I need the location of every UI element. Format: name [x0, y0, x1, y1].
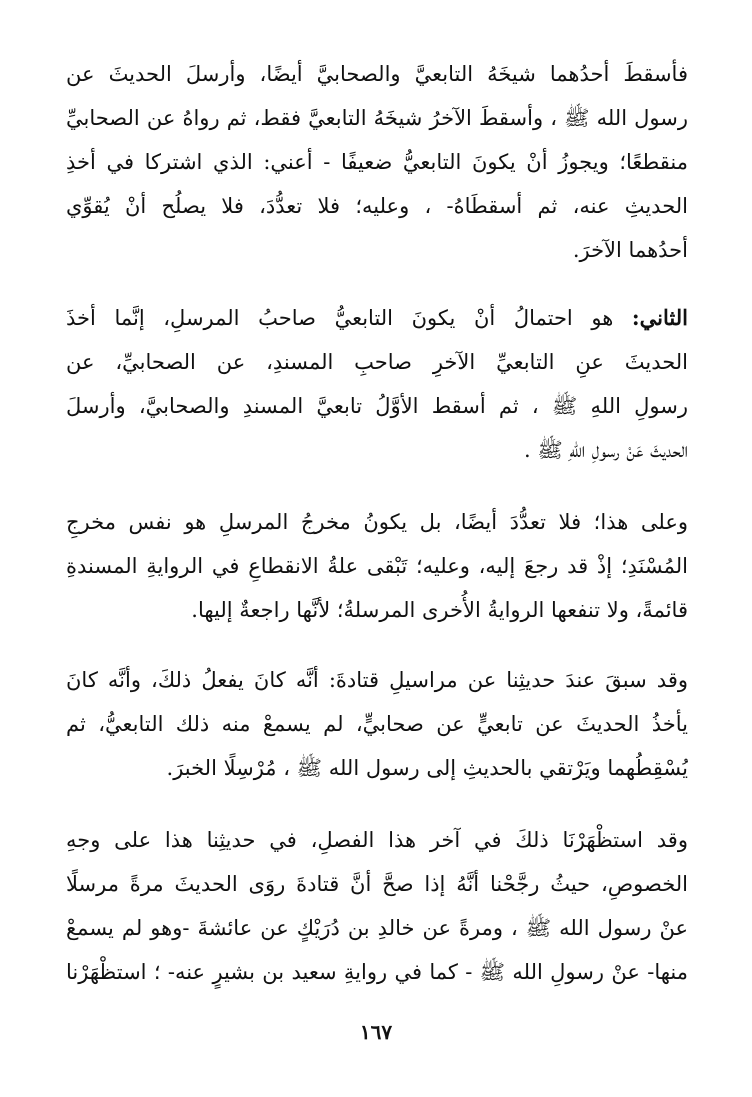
paragraph-line: المُسْنَدِ؛ إذْ قد رجعَ إليه، وعليه؛ تَبْقى علةُ الانقطاعِ في الروايةِ المسندةِ [66, 554, 688, 578]
paragraph-4 [66, 658, 688, 790]
paragraph-3 [66, 500, 688, 632]
page-number: ١٦٧ [359, 1020, 393, 1044]
paragraph-line: وقد استظْهَرْنَا ذلكَ في آخر هذا الفصلِ، في حديثِنا هذا على وجهِ [66, 828, 688, 852]
paragraph-line: أحدُهما الآخرَ. [572, 238, 688, 262]
paragraph-line: منقطعًا؛ ويجوزُ أنْ يكونَ التابعيُّ ضعيفًا - أعني: الذي اشتركا في أخذِ [66, 150, 688, 174]
paragraph-line: الخصوصِ، حيثُ رجَّحْنا أنَّهُ إذا صحَّ أنَّ قتادةَ روَى الحديثَ مرةً مرسلًا [66, 872, 688, 896]
paragraph-line: فأسقطَ أحدُهما شيخَهُ التابعيَّ والصحابيَّ أيضًا، وأرسلَ الحديثَ عن [66, 62, 688, 86]
paragraph-line: قائمةً، ولا تنفعها الروايةُ الأُخرى المرسلةُ؛ لأنَّها راجعةٌ إليها. [191, 598, 688, 622]
paragraph-lead: الثاني: [631, 305, 688, 330]
paragraph-line: عنْ رسول الله ﷺ ، ومرةً عن خالدِ بن دُرَيْكٍ عن عائشةَ -وهو لم يسمعْ [66, 916, 688, 940]
paragraph-5 [66, 818, 688, 994]
paragraph-2 [66, 296, 688, 472]
paragraph-line: رسولِ اللهِ ﷺ ، ثم أسقط الأوَّلُ تابعيَّ المسندِ والصحابيَّ، وأرسلَ [66, 394, 688, 418]
paragraph-1 [66, 52, 688, 272]
paragraph-line [66, 296, 688, 340]
paragraph-line: الحديثَ عنِ التابعيِّ الآخرِ صاحبِ المسندِ، عن الصحابيِّ، عن [66, 350, 688, 374]
paragraph-line: يأخذُ الحديثَ عن تابعيٍّ عن صحابيٍّ، لم يسمعْ منه ذلك التابعيُّ، ثم [66, 712, 688, 736]
paragraph-line-text: هو احتمالُ أنْ يكونَ التابعيُّ صاحبُ المرسلِ، إنَّما أخذَ [66, 306, 632, 330]
paragraph-line: يُسْقِطُهما ويَرْتقي بالحديثِ إلى رسول الله ﷺ ، مُرْسِلًا الخبرَ. [166, 756, 688, 780]
paragraph-line: الحديثِ عنه، ثم أسقطَاهُ- ، وعليه؛ فلا تعدُّدَ، فلا يصلُح أنْ يُقوِّي [66, 194, 688, 218]
paragraph-line: منها- عنْ رسولِ الله ﷺ - كما في روايةِ سعيد بن بشيرٍ عنه- ؛ استظْهَرْنا [66, 960, 688, 984]
paragraph-line: وعلى هذا؛ فلا تعدُّدَ أيضًا، بل يكونُ مخرجُ المرسلِ هو نفس مخرجِ [66, 510, 688, 534]
paragraph-line: الحديثَ عَنْ رسولِ اللهِ ﷺ . [523, 438, 688, 462]
paragraph-line: وقد سبقَ عندَ حديثِنا عن مراسيلِ قتادةَ: أنَّه كانَ يفعلُ ذلكَ، وأنَّه كانَ [66, 668, 688, 692]
paragraph-line: رسول الله ﷺ ، وأسقطَ الآخرُ شيخَهُ التابعيَّ فقط، ثم رواهُ عن الصحابيِّ [66, 106, 688, 130]
